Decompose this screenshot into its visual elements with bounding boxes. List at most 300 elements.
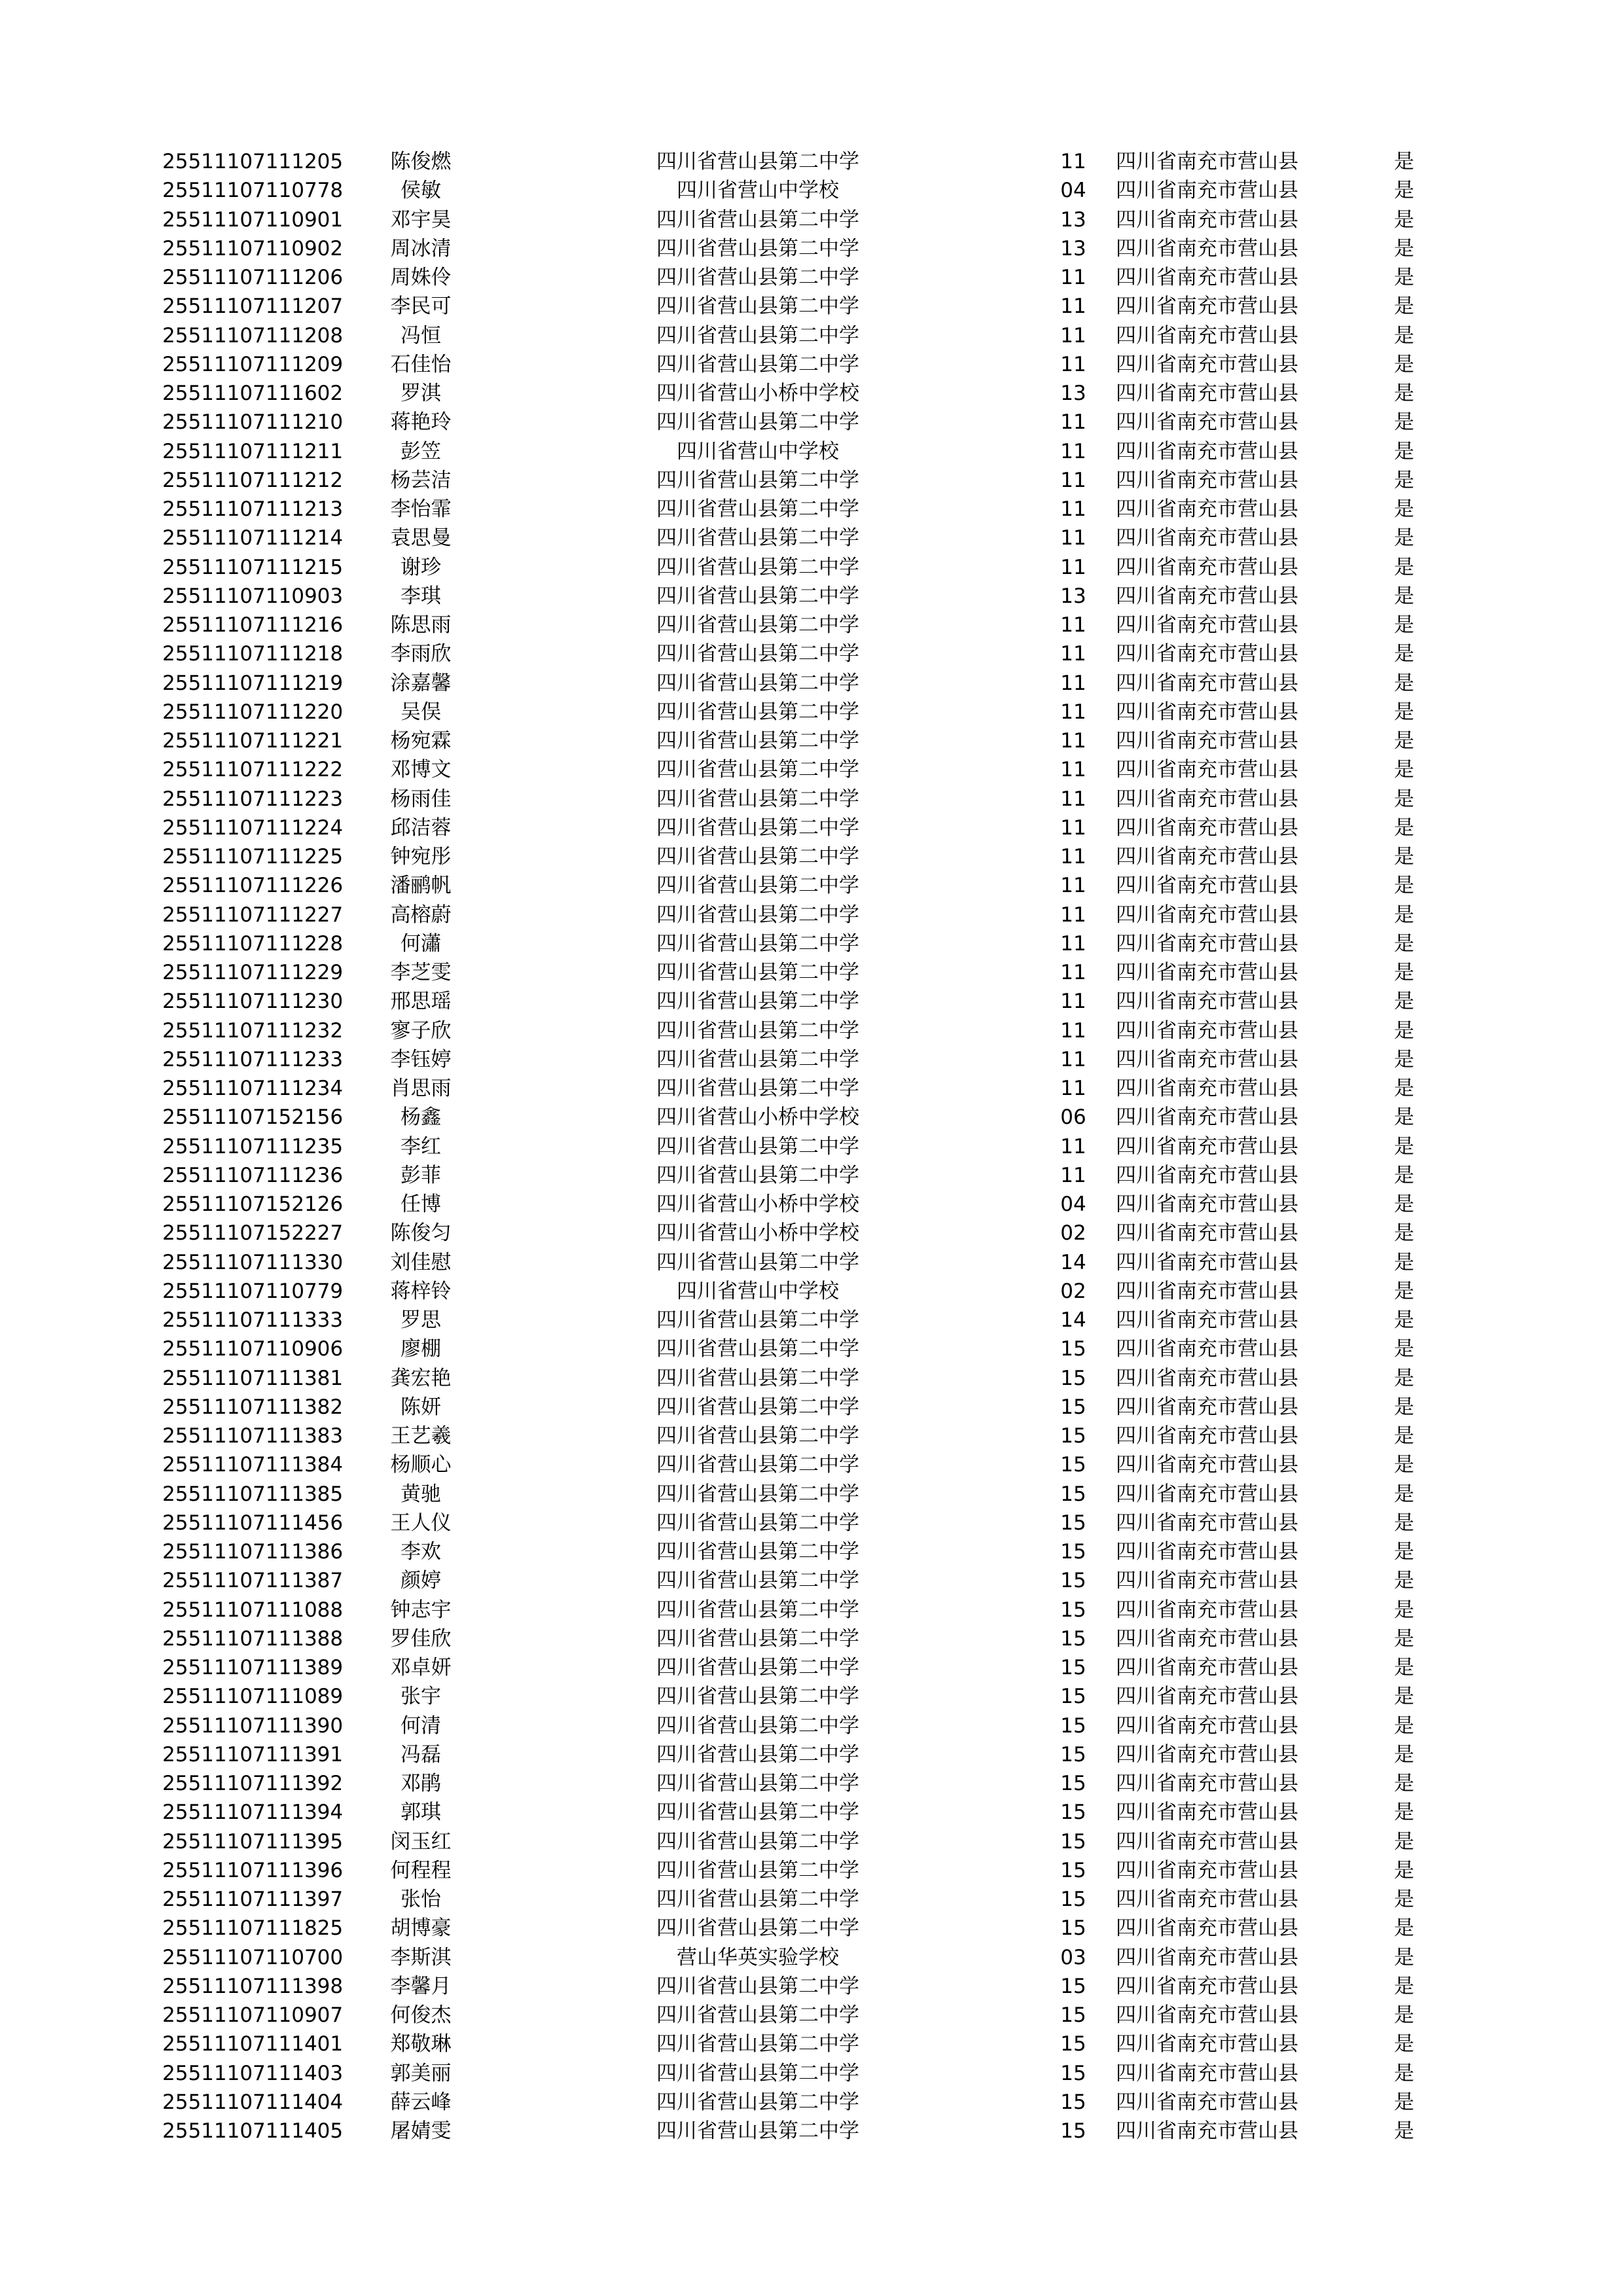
code-cell: 15 <box>1060 1742 1086 1767</box>
student-name-cell: 张宇 <box>401 1685 441 1709</box>
flag-cell: 是 <box>1394 1250 1414 1274</box>
region-cell: 四川省南充市营山县 <box>1116 1250 1298 1274</box>
code-cell: 02 <box>1060 1279 1086 1303</box>
school-cell: 四川省营山县第二中学 <box>656 613 859 637</box>
school-cell: 四川省营山县第二中学 <box>656 236 859 260</box>
exam-id-cell: 25511107111226 <box>162 874 344 898</box>
student-name-cell: 龚宏艳 <box>390 1366 452 1390</box>
school-cell: 四川省营山县第二中学 <box>656 207 859 232</box>
flag-cell: 是 <box>1394 266 1414 289</box>
school-cell: 四川省营山县第二中学 <box>656 468 859 492</box>
region-cell: 四川省南充市营山县 <box>1116 700 1298 724</box>
table-row <box>0 1914 1623 1943</box>
school-cell: 四川省营山县第二中学 <box>656 1685 859 1709</box>
exam-id-cell: 25511107110907 <box>162 2003 344 2027</box>
student-name-cell: 蒋梓铃 <box>390 1279 452 1303</box>
region-cell: 四川省南充市营山县 <box>1116 2119 1298 2143</box>
region-cell: 四川省南充市营山县 <box>1116 1858 1298 1882</box>
code-cell: 11 <box>1060 1047 1086 1071</box>
school-cell: 四川省营山县第二中学 <box>656 671 859 695</box>
table-row <box>0 234 1623 263</box>
region-cell: 四川省南充市营山县 <box>1116 150 1298 173</box>
region-cell: 四川省南充市营山县 <box>1116 207 1298 232</box>
student-name-cell: 吴俣 <box>401 700 441 724</box>
flag-cell: 是 <box>1394 2119 1414 2143</box>
exam-id-cell: 25511107111392 <box>162 1772 344 1795</box>
school-cell: 四川省营山县第二中学 <box>656 700 859 724</box>
student-name-cell: 彭笠 <box>401 439 441 463</box>
flag-cell: 是 <box>1394 671 1414 695</box>
flag-cell: 是 <box>1394 1453 1414 1477</box>
region-cell: 四川省南充市营山县 <box>1116 874 1298 898</box>
student-name-cell: 侯敏 <box>401 179 441 203</box>
exam-id-cell: 25511107110779 <box>162 1279 344 1303</box>
school-cell: 四川省营山县第二中学 <box>656 2061 859 2085</box>
table-row <box>0 1712 1623 1740</box>
code-cell: 14 <box>1060 1308 1086 1332</box>
region-cell: 四川省南充市营山县 <box>1116 2032 1298 2056</box>
code-cell: 15 <box>1060 2061 1086 2085</box>
school-cell: 四川省营山县第二中学 <box>656 2032 859 2056</box>
school-cell: 四川省营山县第二中学 <box>656 1598 859 1622</box>
exam-id-cell: 25511107111398 <box>162 1974 344 1998</box>
student-name-cell: 刘佳慰 <box>390 1250 452 1274</box>
flag-cell: 是 <box>1394 382 1414 405</box>
school-cell: 四川省营山县第二中学 <box>656 2090 859 2114</box>
region-cell: 四川省南充市营山县 <box>1116 903 1298 927</box>
flag-cell: 是 <box>1394 1482 1414 1506</box>
student-name-cell: 薛云峰 <box>390 2090 452 2114</box>
school-cell: 四川省营山县第二中学 <box>656 497 859 521</box>
table-row <box>0 2117 1623 2145</box>
code-cell: 15 <box>1060 1713 1086 1738</box>
student-name-cell: 寥子欣 <box>390 1018 452 1043</box>
flag-cell: 是 <box>1394 816 1414 840</box>
flag-cell: 是 <box>1394 2032 1414 2056</box>
exam-id-cell: 25511107111088 <box>162 1598 344 1622</box>
flag-cell: 是 <box>1394 555 1414 579</box>
flag-cell: 是 <box>1394 1395 1414 1419</box>
flag-cell: 是 <box>1394 990 1414 1014</box>
student-name-cell: 颜婷 <box>401 1569 441 1593</box>
code-cell: 15 <box>1060 2090 1086 2114</box>
flag-cell: 是 <box>1394 1366 1414 1390</box>
school-cell: 四川省营山县第二中学 <box>656 1134 859 1158</box>
table-row <box>0 1335 1623 1363</box>
table-row <box>0 669 1623 698</box>
code-cell: 15 <box>1060 1626 1086 1651</box>
region-cell: 四川省南充市营山县 <box>1116 961 1298 984</box>
flag-cell: 是 <box>1394 1656 1414 1679</box>
exam-id-cell: 25511107111236 <box>162 1163 344 1187</box>
region-cell: 四川省南充市营山县 <box>1116 1540 1298 1564</box>
table-row <box>0 1074 1623 1103</box>
student-table <box>0 147 1623 2145</box>
table-row <box>0 495 1623 524</box>
school-cell: 四川省营山县第二中学 <box>656 1829 859 1854</box>
region-cell: 四川省南充市营山县 <box>1116 671 1298 695</box>
table-row <box>0 1769 1623 1798</box>
code-cell: 15 <box>1060 1888 1086 1911</box>
region-cell: 四川省南充市营山县 <box>1116 729 1298 753</box>
flag-cell: 是 <box>1394 903 1414 927</box>
table-row <box>0 987 1623 1016</box>
table-row <box>0 871 1623 900</box>
exam-id-cell: 25511107111211 <box>162 439 344 463</box>
student-name-cell: 罗佳欣 <box>390 1626 452 1651</box>
code-cell: 13 <box>1060 382 1086 405</box>
school-cell: 四川省营山县第二中学 <box>656 526 859 550</box>
code-cell: 15 <box>1060 1685 1086 1709</box>
exam-id-cell: 25511107111396 <box>162 1858 344 1882</box>
region-cell: 四川省南充市营山县 <box>1116 1685 1298 1709</box>
flag-cell: 是 <box>1394 1018 1414 1043</box>
exam-id-cell: 25511107111383 <box>162 1424 344 1448</box>
flag-cell: 是 <box>1394 439 1414 463</box>
student-name-cell: 冯恒 <box>401 323 441 348</box>
flag-cell: 是 <box>1394 1569 1414 1593</box>
table-row <box>0 1566 1623 1595</box>
student-name-cell: 陈妍 <box>401 1395 441 1419</box>
region-cell: 四川省南充市营山县 <box>1116 1163 1298 1187</box>
student-name-cell: 李琪 <box>401 584 441 608</box>
flag-cell: 是 <box>1394 1279 1414 1303</box>
school-cell: 四川省营山县第二中学 <box>656 1250 859 1274</box>
region-cell: 四川省南充市营山县 <box>1116 1424 1298 1448</box>
exam-id-cell: 25511107111208 <box>162 323 344 348</box>
exam-id-cell: 25511107111403 <box>162 2061 344 2085</box>
table-row <box>0 2088 1623 2117</box>
student-name-cell: 杨芸洁 <box>390 468 452 492</box>
flag-cell: 是 <box>1394 1424 1414 1448</box>
table-row <box>0 1972 1623 2001</box>
code-cell: 15 <box>1060 1569 1086 1593</box>
school-cell: 四川省营山县第二中学 <box>656 961 859 984</box>
school-cell: 四川省营山县第二中学 <box>656 1974 859 1998</box>
student-name-cell: 任博 <box>401 1193 441 1216</box>
table-row <box>0 929 1623 958</box>
table-row <box>0 524 1623 552</box>
exam-id-cell: 25511107111384 <box>162 1453 344 1477</box>
table-row <box>0 379 1623 408</box>
exam-id-cell: 25511107111225 <box>162 845 344 869</box>
table-row <box>0 726 1623 755</box>
school-cell: 四川省营山县第二中学 <box>656 1540 859 1564</box>
table-row <box>0 2059 1623 2088</box>
flag-cell: 是 <box>1394 931 1414 956</box>
code-cell: 11 <box>1060 150 1086 173</box>
exam-id-cell: 25511107111222 <box>162 758 344 782</box>
student-name-cell: 蒋艳玲 <box>390 410 452 435</box>
region-cell: 四川省南充市营山县 <box>1116 497 1298 521</box>
flag-cell: 是 <box>1394 1829 1414 1854</box>
region-cell: 四川省南充市营山县 <box>1116 1105 1298 1130</box>
student-name-cell: 邓卓妍 <box>390 1656 452 1679</box>
exam-id-cell: 25511107110700 <box>162 1945 344 1969</box>
table-row <box>0 1624 1623 1653</box>
school-cell: 四川省营山县第二中学 <box>656 295 859 319</box>
code-cell: 13 <box>1060 207 1086 232</box>
flag-cell: 是 <box>1394 845 1414 869</box>
student-name-cell: 何俊杰 <box>390 2003 452 2027</box>
student-name-cell: 冯磊 <box>401 1742 441 1767</box>
exam-id-cell: 25511107111405 <box>162 2119 344 2143</box>
school-cell: 四川省营山县第二中学 <box>656 642 859 666</box>
table-row <box>0 321 1623 350</box>
exam-id-cell: 25511107111456 <box>162 1511 344 1535</box>
region-cell: 四川省南充市营山县 <box>1116 1656 1298 1679</box>
region-cell: 四川省南充市营山县 <box>1116 1395 1298 1419</box>
region-cell: 四川省南充市营山县 <box>1116 1945 1298 1969</box>
school-cell: 四川省营山县第二中学 <box>656 758 859 782</box>
flag-cell: 是 <box>1394 642 1414 666</box>
student-name-cell: 邓鹃 <box>401 1772 441 1795</box>
school-cell: 四川省营山县第二中学 <box>656 1018 859 1043</box>
table-row <box>0 1219 1623 1247</box>
code-cell: 15 <box>1060 1974 1086 1998</box>
flag-cell: 是 <box>1394 150 1414 173</box>
code-cell: 04 <box>1060 179 1086 203</box>
flag-cell: 是 <box>1394 787 1414 811</box>
region-cell: 四川省南充市营山县 <box>1116 1888 1298 1911</box>
student-name-cell: 李斯淇 <box>390 1945 452 1969</box>
student-name-cell: 郭美丽 <box>390 2061 452 2085</box>
student-name-cell: 李怡霏 <box>390 497 452 521</box>
table-row <box>0 292 1623 321</box>
exam-id-cell: 25511107111385 <box>162 1482 344 1506</box>
flag-cell: 是 <box>1394 584 1414 608</box>
exam-id-cell: 25511107111330 <box>162 1250 344 1274</box>
flag-cell: 是 <box>1394 874 1414 898</box>
flag-cell: 是 <box>1394 1511 1414 1535</box>
exam-id-cell: 25511107111213 <box>162 497 344 521</box>
school-cell: 四川省营山县第二中学 <box>656 2003 859 2027</box>
table-row <box>0 814 1623 842</box>
table-row <box>0 350 1623 379</box>
flag-cell: 是 <box>1394 323 1414 348</box>
flag-cell: 是 <box>1394 1858 1414 1882</box>
school-cell: 营山华英实验学校 <box>677 1945 839 1969</box>
code-cell: 02 <box>1060 1221 1086 1246</box>
student-name-cell: 王人仪 <box>390 1511 452 1535</box>
student-name-cell: 何程程 <box>390 1858 452 1882</box>
flag-cell: 是 <box>1394 2003 1414 2027</box>
exam-id-cell: 25511107111223 <box>162 787 344 811</box>
school-cell: 四川省营山县第二中学 <box>656 1308 859 1332</box>
student-name-cell: 彭菲 <box>401 1163 441 1187</box>
school-cell: 四川省营山中学校 <box>677 439 839 463</box>
school-cell: 四川省营山县第二中学 <box>656 352 859 376</box>
school-cell: 四川省营山县第二中学 <box>656 1366 859 1390</box>
region-cell: 四川省南充市营山县 <box>1116 1598 1298 1622</box>
flag-cell: 是 <box>1394 1308 1414 1332</box>
exam-id-cell: 25511107111206 <box>162 266 344 289</box>
code-cell: 15 <box>1060 1540 1086 1564</box>
student-name-cell: 屠婧雯 <box>390 2119 452 2143</box>
code-cell: 11 <box>1060 961 1086 984</box>
school-cell: 四川省营山县第二中学 <box>656 1801 859 1825</box>
table-row <box>0 437 1623 466</box>
code-cell: 15 <box>1060 1482 1086 1506</box>
region-cell: 四川省南充市营山县 <box>1116 1308 1298 1332</box>
table-row <box>0 842 1623 871</box>
table-row <box>0 1480 1623 1509</box>
table-row <box>0 206 1623 234</box>
exam-id-cell: 25511107110778 <box>162 179 344 203</box>
exam-id-cell: 25511107111390 <box>162 1713 344 1738</box>
student-name-cell: 邓博文 <box>390 758 452 782</box>
exam-id-cell: 25511107111232 <box>162 1018 344 1043</box>
school-cell: 四川省营山县第二中学 <box>656 266 859 289</box>
flag-cell: 是 <box>1394 1801 1414 1825</box>
code-cell: 06 <box>1060 1105 1086 1130</box>
exam-id-cell: 25511107111220 <box>162 700 344 724</box>
exam-id-cell: 25511107111212 <box>162 468 344 492</box>
code-cell: 11 <box>1060 874 1086 898</box>
school-cell: 四川省营山县第二中学 <box>656 1916 859 1941</box>
code-cell: 11 <box>1060 266 1086 289</box>
flag-cell: 是 <box>1394 1598 1414 1622</box>
student-name-cell: 石佳怡 <box>390 352 452 376</box>
code-cell: 11 <box>1060 1134 1086 1158</box>
region-cell: 四川省南充市营山县 <box>1116 1829 1298 1854</box>
exam-id-cell: 25511107111394 <box>162 1801 344 1825</box>
school-cell: 四川省营山县第二中学 <box>656 1626 859 1651</box>
flag-cell: 是 <box>1394 1221 1414 1246</box>
exam-id-cell: 25511107111333 <box>162 1308 344 1332</box>
student-name-cell: 陈思雨 <box>390 613 452 637</box>
student-name-cell: 郭琪 <box>401 1801 441 1825</box>
school-cell: 四川省营山小桥中学校 <box>656 1105 859 1130</box>
student-name-cell: 陈俊燃 <box>390 150 452 173</box>
student-name-cell: 李雨欣 <box>390 642 452 666</box>
school-cell: 四川省营山县第二中学 <box>656 1656 859 1679</box>
school-cell: 四川省营山县第二中学 <box>656 1047 859 1071</box>
code-cell: 15 <box>1060 1453 1086 1477</box>
student-name-cell: 李馨月 <box>390 1974 452 1998</box>
code-cell: 11 <box>1060 787 1086 811</box>
student-name-cell: 钟宛彤 <box>390 845 452 869</box>
exam-id-cell: 25511107111209 <box>162 352 344 376</box>
student-name-cell: 肖思雨 <box>390 1077 452 1100</box>
region-cell: 四川省南充市营山县 <box>1116 931 1298 956</box>
school-cell: 四川省营山县第二中学 <box>656 584 859 608</box>
code-cell: 03 <box>1060 1945 1086 1969</box>
school-cell: 四川省营山县第二中学 <box>656 1337 859 1361</box>
school-cell: 四川省营山县第二中学 <box>656 1482 859 1506</box>
exam-id-cell: 25511107111205 <box>162 150 344 173</box>
exam-id-cell: 25511107111235 <box>162 1134 344 1158</box>
code-cell: 11 <box>1060 497 1086 521</box>
region-cell: 四川省南充市营山县 <box>1116 323 1298 348</box>
table-row <box>0 785 1623 814</box>
flag-cell: 是 <box>1394 758 1414 782</box>
exam-id-cell: 25511107111388 <box>162 1626 344 1651</box>
flag-cell: 是 <box>1394 729 1414 753</box>
code-cell: 11 <box>1060 642 1086 666</box>
flag-cell: 是 <box>1394 1945 1414 1969</box>
exam-id-cell: 25511107111401 <box>162 2032 344 2056</box>
student-name-cell: 邢思瑶 <box>390 990 452 1014</box>
exam-id-cell: 25511107111214 <box>162 526 344 550</box>
code-cell: 04 <box>1060 1193 1086 1216</box>
region-cell: 四川省南充市营山县 <box>1116 1742 1298 1767</box>
flag-cell: 是 <box>1394 1888 1414 1911</box>
region-cell: 四川省南充市营山县 <box>1116 236 1298 260</box>
flag-cell: 是 <box>1394 468 1414 492</box>
school-cell: 四川省营山小桥中学校 <box>656 1193 859 1216</box>
table-row <box>0 553 1623 582</box>
table-row <box>0 1364 1623 1393</box>
table-row <box>0 1103 1623 1132</box>
region-cell: 四川省南充市营山县 <box>1116 352 1298 376</box>
code-cell: 11 <box>1060 1018 1086 1043</box>
exam-id-cell: 25511107111221 <box>162 729 344 753</box>
school-cell: 四川省营山县第二中学 <box>656 555 859 579</box>
region-cell: 四川省南充市营山县 <box>1116 816 1298 840</box>
table-row <box>0 2001 1623 2030</box>
school-cell: 四川省营山小桥中学校 <box>656 1221 859 1246</box>
exam-id-cell: 25511107152227 <box>162 1221 344 1246</box>
region-cell: 四川省南充市营山县 <box>1116 1279 1298 1303</box>
code-cell: 11 <box>1060 410 1086 435</box>
student-name-cell: 郑敬琳 <box>390 2032 452 2056</box>
student-name-cell: 李民可 <box>390 295 452 319</box>
exam-id-cell: 25511107110902 <box>162 236 344 260</box>
table-row <box>0 1277 1623 1306</box>
table-row <box>0 176 1623 205</box>
student-name-cell: 王艺羲 <box>390 1424 452 1448</box>
school-cell: 四川省营山县第二中学 <box>656 1742 859 1767</box>
table-row <box>0 1653 1623 1682</box>
student-name-cell: 陈俊匀 <box>390 1221 452 1246</box>
exam-id-cell: 25511107111219 <box>162 671 344 695</box>
region-cell: 四川省南充市营山县 <box>1116 295 1298 319</box>
region-cell: 四川省南充市营山县 <box>1116 1482 1298 1506</box>
table-row <box>0 1016 1623 1045</box>
code-cell: 14 <box>1060 1250 1086 1274</box>
student-name-cell: 钟志宇 <box>390 1598 452 1622</box>
table-row <box>0 901 1623 929</box>
flag-cell: 是 <box>1394 1540 1414 1564</box>
student-name-cell: 杨宛霖 <box>390 729 452 753</box>
student-name-cell: 黄驰 <box>401 1482 441 1506</box>
table-row <box>0 1306 1623 1335</box>
student-name-cell: 高榕蔚 <box>390 903 452 927</box>
student-name-cell: 李钰婷 <box>390 1047 452 1071</box>
table-row <box>0 1943 1623 1972</box>
school-cell: 四川省营山县第二中学 <box>656 2119 859 2143</box>
table-row <box>0 147 1623 176</box>
flag-cell: 是 <box>1394 1193 1414 1216</box>
region-cell: 四川省南充市营山县 <box>1116 1511 1298 1535</box>
region-cell: 四川省南充市营山县 <box>1116 526 1298 550</box>
student-name-cell: 杨雨佳 <box>390 787 452 811</box>
exam-id-cell: 25511107111404 <box>162 2090 344 2114</box>
region-cell: 四川省南充市营山县 <box>1116 2061 1298 2085</box>
school-cell: 四川省营山县第二中学 <box>656 816 859 840</box>
code-cell: 13 <box>1060 236 1086 260</box>
student-name-cell: 李芝雯 <box>390 961 452 984</box>
region-cell: 四川省南充市营山县 <box>1116 584 1298 608</box>
flag-cell: 是 <box>1394 1685 1414 1709</box>
flag-cell: 是 <box>1394 1713 1414 1738</box>
table-row <box>0 1596 1623 1624</box>
code-cell: 11 <box>1060 990 1086 1014</box>
school-cell: 四川省营山县第二中学 <box>656 1713 859 1738</box>
region-cell: 四川省南充市营山县 <box>1116 382 1298 405</box>
school-cell: 四川省营山县第二中学 <box>656 1888 859 1911</box>
